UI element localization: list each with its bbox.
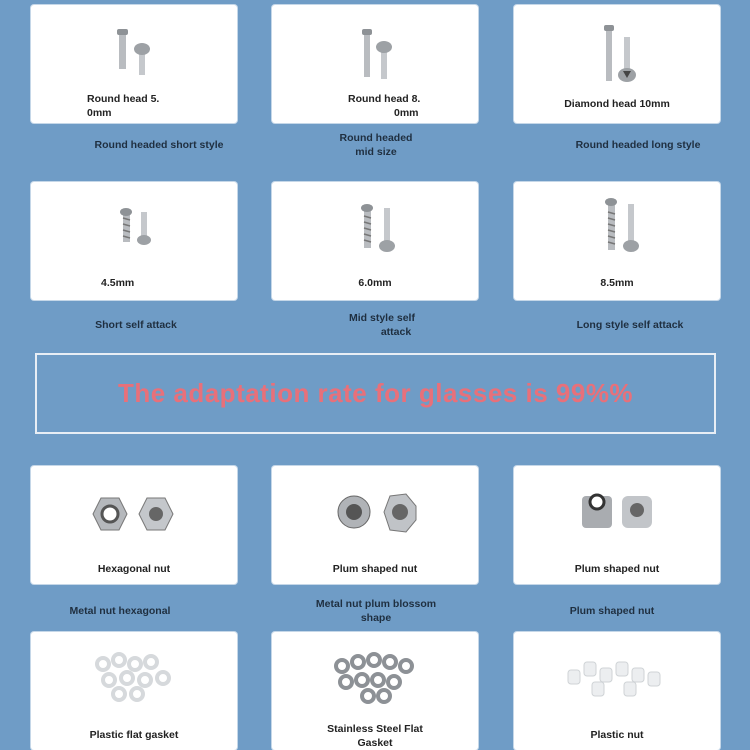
- card-label: Plastic nut: [590, 729, 644, 741]
- product-card-diamond-head-10mm[interactable]: [514, 5, 720, 123]
- product-caption: Plum shaped nut: [569, 605, 655, 617]
- product-card-round-head-5mm[interactable]: [31, 5, 237, 123]
- round-head-screw-image: [109, 27, 159, 79]
- product-caption: Mid style self attack: [349, 312, 415, 338]
- product-caption: Long style self attack: [576, 319, 684, 331]
- plum-nut-image: [332, 488, 422, 538]
- product-card-self-attack-6mm[interactable]: [272, 182, 478, 300]
- card-label: Plastic flat gasket: [89, 729, 179, 741]
- hex-nut-image: [89, 492, 179, 536]
- plastic-gasket-image: [89, 650, 179, 702]
- plastic-nut-image: [562, 652, 672, 702]
- product-caption: Metal nut hexagonal: [69, 605, 171, 617]
- card-label: Stainless Steel Flat Gasket: [327, 723, 423, 749]
- product-card-self-attack-8-5mm[interactable]: [514, 182, 720, 300]
- product-caption: Short self attack: [95, 319, 177, 331]
- card-label: Diamond head 10mm: [564, 98, 670, 110]
- product-card-stainless-steel-flat-gasket[interactable]: [272, 632, 478, 750]
- round-head-screw-image: [354, 27, 400, 83]
- product-caption: Round headed mid size: [339, 132, 413, 158]
- product-card-round-head-8mm[interactable]: [272, 5, 478, 123]
- steel-gasket-image: [328, 650, 424, 706]
- product-card-self-attack-4-5mm[interactable]: [31, 182, 237, 300]
- plum-nut-image: [578, 488, 658, 534]
- product-card-plastic-flat-gasket[interactable]: [31, 632, 237, 750]
- product-caption: Metal nut plum blossom shape: [315, 598, 437, 624]
- card-label: Round head 5. 0mm: [87, 93, 160, 119]
- banner-text: The adaptation rate for glasses is 99%%: [117, 378, 634, 408]
- card-label: Round head 8. 0mm: [348, 93, 421, 119]
- card-label: Plum shaped nut: [574, 563, 660, 575]
- card-label: 6.0mm: [358, 277, 392, 289]
- self-tapping-screw-image: [598, 194, 646, 260]
- self-tapping-screw-image: [113, 204, 157, 254]
- adaptation-rate-banner: [35, 353, 716, 434]
- card-label: 8.5mm: [600, 277, 634, 289]
- self-tapping-screw-image: [354, 200, 402, 260]
- product-caption: Round headed short style: [94, 139, 224, 151]
- card-label: Hexagonal nut: [97, 563, 171, 575]
- card-label: Plum shaped nut: [332, 563, 418, 575]
- product-card-hexagonal-nut[interactable]: [31, 466, 237, 584]
- product-card-plum-shaped-nut[interactable]: [272, 466, 478, 584]
- product-card-plastic-nut[interactable]: [514, 632, 720, 750]
- diamond-head-screw-image: [598, 23, 642, 87]
- product-card-plum-shaped-nut-2[interactable]: [514, 466, 720, 584]
- product-caption: Round headed long style: [575, 139, 701, 151]
- card-label: 4.5mm: [101, 277, 135, 289]
